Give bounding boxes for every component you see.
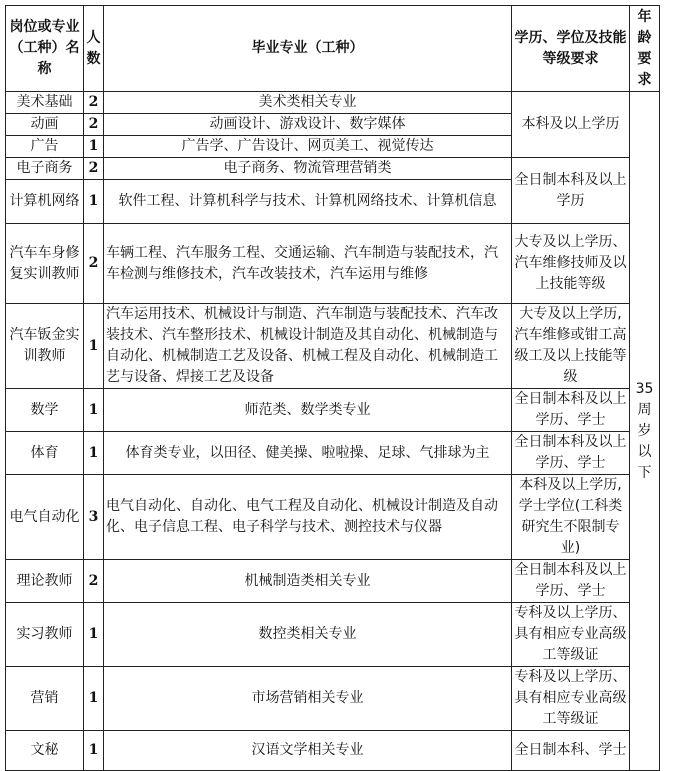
header-education: 学历、学位及技能等级要求: [512, 6, 630, 92]
headcount: 2: [84, 114, 104, 136]
major-requirement: 市场营销相关专业: [104, 667, 512, 731]
education-requirement: 大专及以上学历,汽车维修或钳工高级工及以上技能等级: [512, 304, 630, 389]
headcount: 1: [84, 180, 104, 224]
header-age: 年龄要求: [630, 6, 660, 92]
position-name: 美术基础: [6, 92, 84, 114]
headcount: 1: [84, 667, 104, 731]
education-requirement: 全日制本科及以上学历、学士: [512, 432, 630, 475]
major-requirement: 车辆工程、汽车服务工程、交通运输、汽车制造与装配技术，汽车检测与维修技术，汽车改装技术，汽车运用与维修: [104, 224, 512, 304]
education-requirement: 大专及以上学历、汽车维修技师及以上技能等级: [512, 224, 630, 304]
headcount: 2: [84, 560, 104, 603]
position-name: 理论教师: [6, 560, 84, 603]
table-row: [6, 475, 660, 560]
table-row: [6, 560, 660, 603]
header-count: 人数: [84, 6, 104, 92]
position-name: 动画: [6, 114, 84, 136]
education-requirement: 全日制本科及以上学历、学士: [512, 389, 630, 432]
position-name: 汽车钣金实训教师: [6, 304, 84, 389]
headcount: 2: [84, 158, 104, 180]
headcount: 2: [84, 224, 104, 304]
recruitment-table: [5, 5, 660, 771]
headcount: 3: [84, 475, 104, 560]
major-requirement: 动画设计、游戏设计、数字媒体: [104, 114, 512, 136]
position-name: 计算机网络: [6, 180, 84, 224]
position-name: 汽车车身修复实训教师: [6, 224, 84, 304]
major-requirement: 美术类相关专业: [104, 92, 512, 114]
headcount: 1: [84, 731, 104, 771]
table-row: [6, 432, 660, 475]
headcount: 1: [84, 304, 104, 389]
education-requirement: 全日制本科及以上学历、学士: [512, 560, 630, 603]
major-requirement: 软件工程、计算机科学与技术、计算机网络技术、计算机信息: [104, 180, 512, 224]
table-row: [6, 92, 660, 114]
table-row: [6, 389, 660, 432]
position-name: 文秘: [6, 731, 84, 771]
major-requirement: 机械制造类相关专业: [104, 560, 512, 603]
age-requirement: 35周岁以下: [630, 92, 660, 771]
header-major: 毕业专业（工种）: [104, 6, 512, 92]
position-name: 广告: [6, 136, 84, 158]
major-requirement: 汉语文学相关专业: [104, 731, 512, 771]
major-requirement: 电子商务、物流管理营销类: [104, 158, 512, 180]
position-name: 电气自动化: [6, 475, 84, 560]
education-requirement: 专科及以上学历、具有相应专业高级工等级证: [512, 667, 630, 731]
table-row: [6, 158, 660, 180]
education-requirement: 全日制本科及以上学历: [512, 158, 630, 224]
table-row: [6, 304, 660, 389]
education-requirement: 全日制本科、学士: [512, 731, 630, 771]
education-requirement: 本科及以上学历: [512, 92, 630, 158]
major-requirement: 电气自动化、自动化、电气工程及自动化、机械设计制造及自动化、电子信息工程、电子科学与技术、测控技术与仪器: [104, 475, 512, 560]
position-name: 体育: [6, 432, 84, 475]
position-name: 营销: [6, 667, 84, 731]
education-requirement: 专科及以上学历、具有相应专业高级工等级证: [512, 603, 630, 667]
headcount: 2: [84, 92, 104, 114]
major-requirement: 广告学、广告设计、网页美工、视觉传达: [104, 136, 512, 158]
headcount: 1: [84, 432, 104, 475]
headcount: 1: [84, 389, 104, 432]
education-requirement: 本科及以上学历,学士学位(工科类研究生不限制专业): [512, 475, 630, 560]
headcount: 1: [84, 603, 104, 667]
major-requirement: 汽车运用技术、机械设计与制造、汽车制造与装配技术、汽车改装技术、汽车整形技术、机械设计制造及其自动化、机械制造与自动化、机械制造工艺及设备、机械工程及自动化、机械制造工艺与设备、焊接工艺及设备: [104, 304, 512, 389]
headcount: 1: [84, 136, 104, 158]
major-requirement: 体育类专业，以田径、健美操、啦啦操、足球、气排球为主: [104, 432, 512, 475]
major-requirement: 数控类相关专业: [104, 603, 512, 667]
header-row: [6, 6, 660, 92]
major-requirement: 师范类、数学类专业: [104, 389, 512, 432]
position-name: 电子商务: [6, 158, 84, 180]
table-row: [6, 667, 660, 731]
table-row: [6, 224, 660, 304]
position-name: 数学: [6, 389, 84, 432]
table-row: [6, 731, 660, 771]
table-row: [6, 603, 660, 667]
header-position: 岗位或专业（工种）名称: [6, 6, 84, 92]
position-name: 实习教师: [6, 603, 84, 667]
